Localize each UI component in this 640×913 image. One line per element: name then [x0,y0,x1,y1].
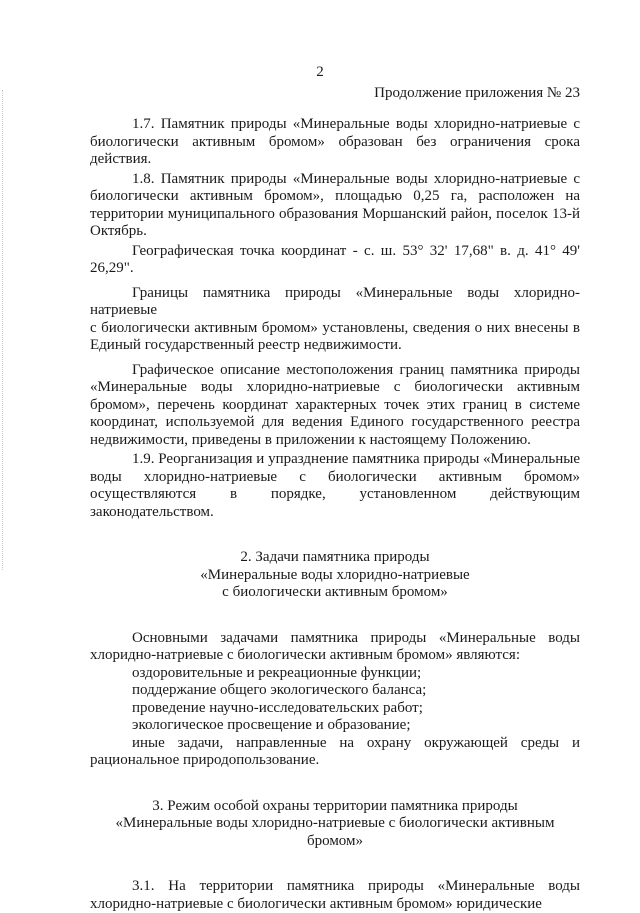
section-2-heading [90,549,580,602]
boundaries-line-1: Границы памятника природы «Минеральные воды хлоридно- [132,284,580,301]
paragraph-boundaries [90,285,580,355]
page-number: 2 [316,64,324,80]
paragraph-1-7: 1.7. Памятник природы «Минеральные воды хлоридно-натриевые с биологически активным бромом» образован без ограничения срока действия. [90,116,580,167]
task-item-4: экологическое просвещение и образование; [132,717,411,733]
section-2-heading-line-1: 2. Задачи памятника природы [240,549,430,565]
section-2-intro: Основными задачами памятника природы «Минеральные воды хлоридно-натриевые с биологически активным бромом» являются: [90,629,580,663]
scan-edge-marks [2,90,6,570]
section-3-heading-line-2: «Минеральные воды хлоридно-натриевые с биологически активным [115,815,555,831]
task-item-2: поддержание общего экологического баланса; [132,682,427,698]
section-3-heading-line-1: 3. Режим особой охраны территории памятника природы [152,797,518,814]
task-item-5: иные задачи, направленные на охрану окружающей среды и рациональное природопользование. [90,734,580,768]
boundaries-line-3: с биологически активным бромом» установлены, сведения о них внесены в Единый государственный реестр недвижимости. [90,319,580,353]
paragraph-1-9: 1.9. Реорганизация и упразднение памятника природы «Минеральные воды хлоридно-натриевые с биологически активным бромом» осуществляются в порядке, установленном действующим законодательством. [90,451,580,520]
paragraph-coordinates: Географическая точка координат - с. ш. 53° 32' 17,68" в. д. 41° 49' 26,29". [90,242,580,276]
paragraph-3-1: 3.1. На территории памятника природы «Минеральные воды хлоридно-натриевые с биологически активным бромом» юридические [90,878,580,912]
section-2-heading-line-2: «Минеральные воды хлоридно-натриевые [200,566,470,583]
document-body [90,116,580,913]
section-2-heading-line-3: с биологически активным бромом» [222,584,448,600]
boundaries-line-2: натриевые [90,302,158,318]
paragraph-graphic-description: Графическое описание местоположения границ памятника природы «Минеральные воды хлоридно-натриевые с биологически активным бромом», перечень координат характерных точек этих границ в системе координат, используемой для ведения Единого государственного реестра недвижимости, приведены в приложении к настоящему Положению. [90,361,580,448]
task-item-3: проведение научно-исследовательских работ; [132,699,423,716]
task-item-1: оздоровительные и рекреационные функции; [132,664,422,681]
paragraph-1-8: 1.8. Памятник природы «Минеральные воды хлоридно-натриевые с биологически активным бромом», площадью 0,25 га, расположен на территории муниципального образования Моршанский район, поселок 13-й Октябрь. [90,170,580,239]
appendix-continuation-label: Продолжение приложения № 23 [374,85,580,101]
section-3-heading-line-3: бромом» [306,832,364,849]
section-3-heading [90,798,580,851]
